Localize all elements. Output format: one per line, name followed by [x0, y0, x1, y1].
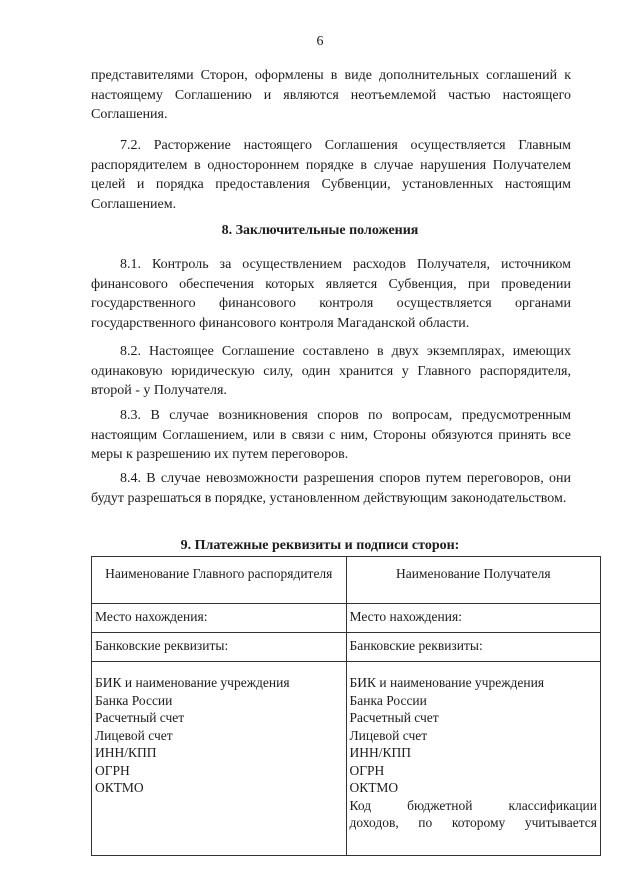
- table-row: [92, 662, 601, 856]
- left-header-cell: Наименование Главного распорядителя: [92, 557, 347, 604]
- left-detail-line: ОКТМО: [95, 780, 144, 795]
- left-detail-line: Расчетный счет: [95, 710, 185, 725]
- section-9-title: 9. Платежные реквизиты и подписи сторон:: [180, 538, 460, 553]
- left-detail-line: ИНН/КПП: [95, 745, 157, 760]
- right-location-cell: Место нахождения:: [346, 604, 601, 633]
- right-details-cell: [346, 662, 601, 856]
- paragraph-8-2: 8.2. Настоящее Соглашение составлено в двух экземплярах, имеющих одинаковую юридическую силу, один хранится у Главного распорядителя, второй - у Получателя.: [91, 344, 571, 398]
- right-extra-line: доходов, по которому учитывается: [349, 815, 597, 830]
- right-detail-line: Лицевой счет: [349, 727, 428, 743]
- page-number: 6: [316, 34, 324, 49]
- table-row: [92, 557, 601, 604]
- requisites-table: [91, 556, 601, 856]
- right-detail-line: ИНН/КПП: [349, 745, 412, 760]
- left-detail-line: Банка России: [95, 692, 173, 708]
- left-detail-line: БИК и наименование учреждения: [95, 675, 290, 690]
- right-detail-line: ОГРН: [349, 762, 385, 778]
- right-detail-line: ОКТМО: [349, 780, 399, 795]
- right-header-cell: Наименование Получателя: [346, 557, 601, 604]
- paragraph-8-1: 8.1. Контроль за осуществлением расходов Получателя, источником финансового обеспечения которых является Субвенция, при проведении государственного финансового контроля осуществляется органами государственного финансового контроля Магаданской области.: [91, 257, 571, 331]
- left-detail-line: ОГРН: [95, 762, 130, 778]
- table-row: [92, 604, 601, 633]
- paragraph-7-2: 7.2. Расторжение настоящего Соглашения осуществляется Главным распорядителем в одностороннем порядке в случае нарушения Получателем целей и порядка предоставления Субвенции, установленных настоящим Соглашением.: [91, 138, 571, 212]
- section-8-title: 8. Заключительные положения: [221, 223, 419, 238]
- left-detail-line: Лицевой счет: [95, 727, 173, 743]
- right-detail-line: БИК и наименование учреждения: [349, 675, 545, 690]
- right-detail-line: Расчетный счет: [349, 710, 439, 725]
- table-row: [92, 633, 601, 662]
- left-location-cell: Место нахождения:: [92, 604, 347, 633]
- paragraph-8-3: 8.3. В случае возникновения споров по вопросам, предусмотренным настоящим Соглашением, или в связи с ним, Стороны обязуются принять все меры к разрешению их путем переговоров.: [91, 408, 571, 462]
- left-bank-cell: Банковские реквизиты:: [92, 633, 347, 662]
- paragraph-intro: представителями Сторон, оформлены в виде дополнительных соглашений к настоящему Соглашению и являются неотъемлемой частью настоящего Соглашения.: [91, 68, 571, 122]
- right-detail-line: Банка России: [349, 692, 427, 708]
- right-bank-cell: Банковские реквизиты:: [346, 633, 601, 662]
- paragraph-8-4: 8.4. В случае невозможности разрешения споров путем переговоров, они будут разрешаться в порядке, установленном действующим законодательством.: [91, 471, 571, 506]
- right-extra-line: Код бюджетной классификации: [349, 797, 597, 813]
- left-details-cell: [92, 662, 347, 856]
